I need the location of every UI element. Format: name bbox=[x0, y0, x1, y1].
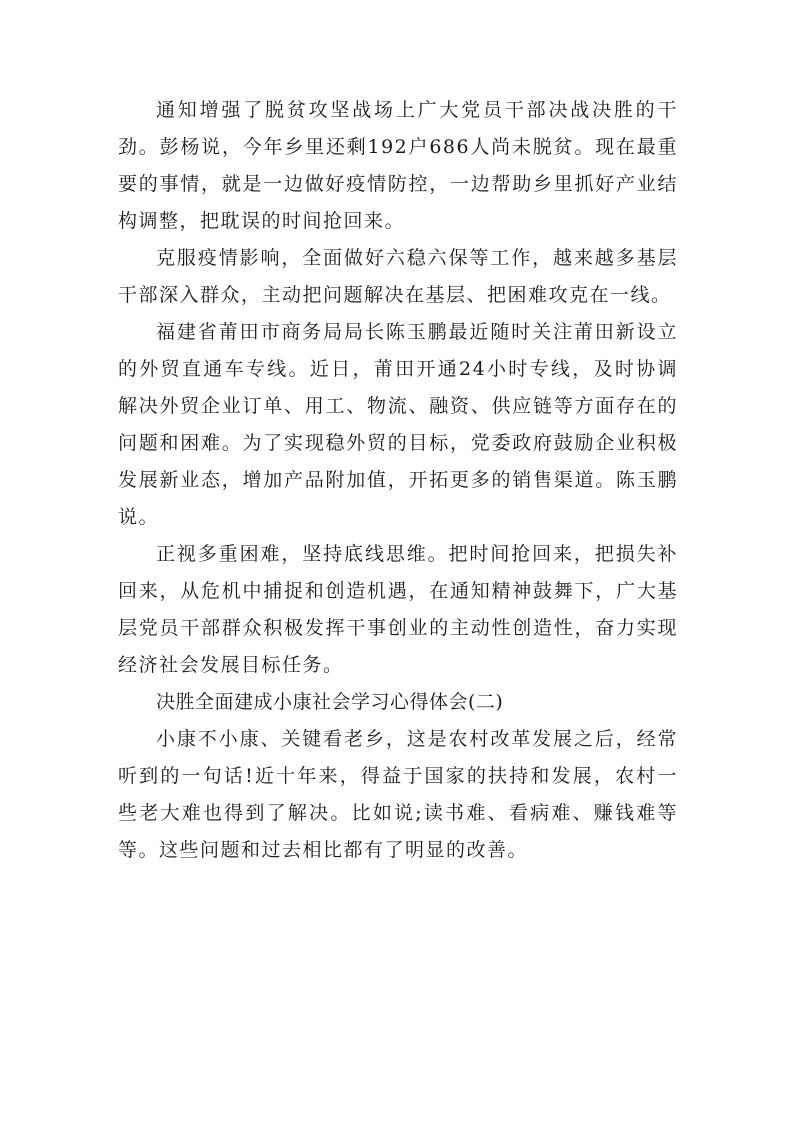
section-heading: 决胜全面建成小康社会学习心得体会(二) bbox=[156, 691, 504, 713]
paragraph-face-difficulties: 正视多重困难，坚持底线思维。把时间抢回来，把损失补回来，从危机中捕捉和创造机遇，在通知精神鼓舞下，广大基层党员干部群众积极发挥干事创业的主动性创造性，奋力实现经济社会发展目标任务。 bbox=[118, 543, 678, 676]
paragraph-poverty-alleviation: 通知增强了脱贫攻坚战场上广大党员干部决战决胜的干劲。彭杨说，今年乡里还剩192户686人尚未脱贫。现在最重要的事情，就是一边做好疫情防控，一边帮助乡里抓好产业结构调整，把耽误的时间抢回来。 bbox=[118, 99, 678, 232]
document-page bbox=[118, 92, 678, 869]
paragraph-overcome-epidemic: 克服疫情影响，全面做好六稳六保等工作，越来越多基层干部深入群众，主动把问题解决在基层、把困难攻克在一线。 bbox=[118, 247, 678, 306]
paragraph-xiaokang-countryside: 小康不小康、关键看老乡，这是农村改革发展之后，经常听到的一句话!近十年来，得益于国家的扶持和发展，农村一些老大难也得到了解决。比如说;读书难、看病难、赚钱难等等。这些问题和过去相比都有了明显的改善。 bbox=[118, 728, 678, 861]
paragraph-putian-foreign-trade: 福建省莆田市商务局局长陈玉鹏最近随时关注莆田新设立的外贸直通车专线。近日，莆田开通24小时专线，及时协调解决外贸企业订单、用工、物流、融资、供应链等方面存在的问题和困难。为了实现稳外贸的目标，党委政府鼓励企业积极发展新业态，增加产品附加值，开拓更多的销售渠道。陈玉鹏说。 bbox=[118, 321, 678, 528]
